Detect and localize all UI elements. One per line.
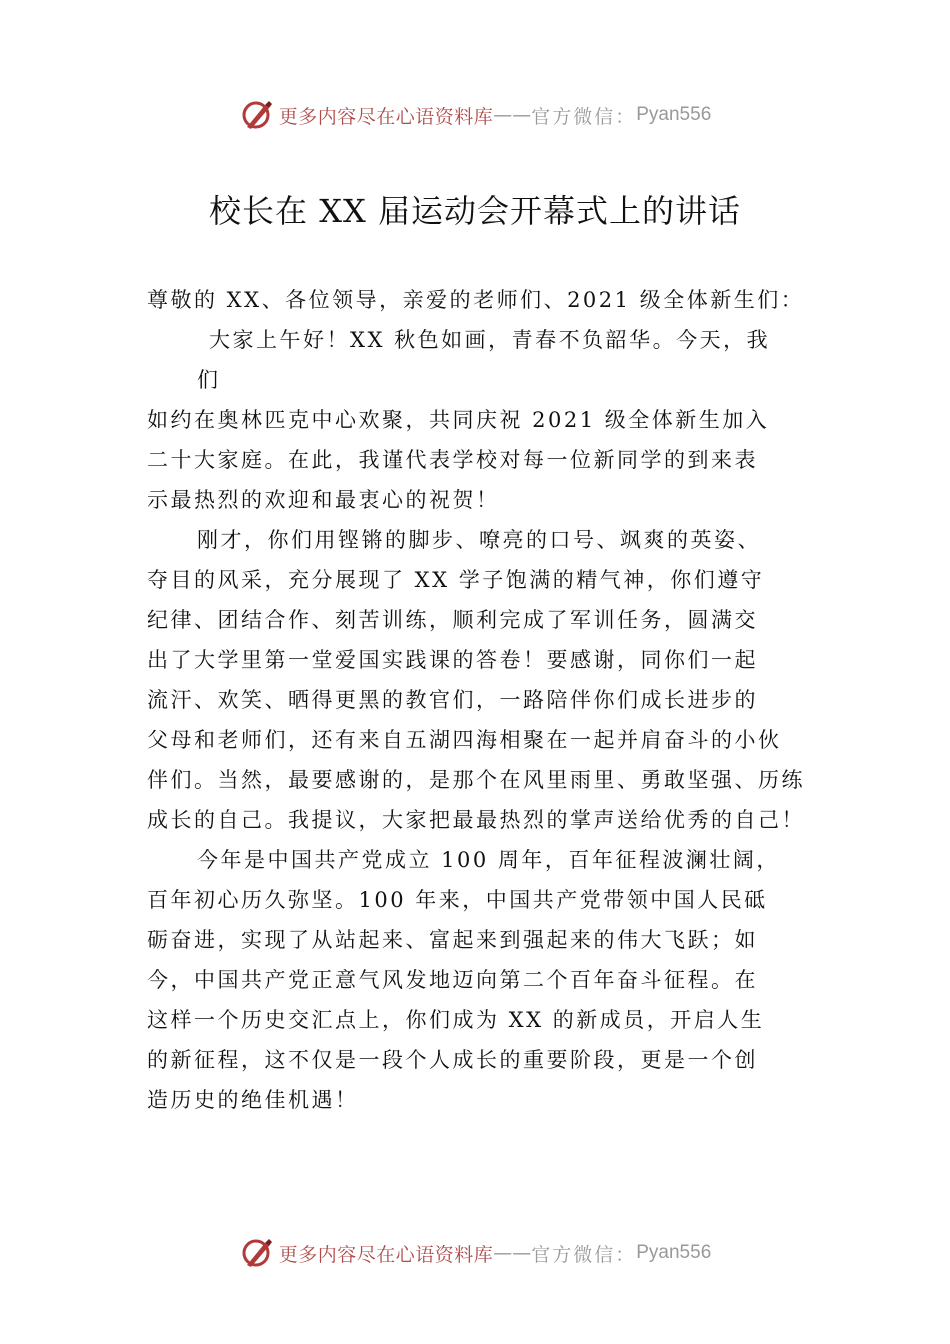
text-line: 流汗、欢笑、晒得更黑的教官们，一路陪伴你们成长进步的 <box>147 688 758 712</box>
text-line: 造历史的绝佳机遇！ <box>147 1088 359 1112</box>
text-line: 刚才，你们用铿锵的脚步、嘹亮的口号、飒爽的英姿、 <box>197 528 761 552</box>
text-line: 夺目的风采，充分展现了 XX 学子饱满的精气神，你们遵守 <box>147 568 765 592</box>
text-line: 今，中国共产党正意气风发地迈向第二个百年奋斗征程。在 <box>147 968 758 992</box>
banner-text: 更多内容尽在心语资料库 <box>278 1243 494 1266</box>
banner-separator: —— <box>493 104 532 126</box>
text-line: 如约在奥林匹克中心欢聚，共同庆祝 2021 级全体新生加入 <box>147 408 770 432</box>
text-line: 今年是中国共产党成立 100 周年，百年征程波澜壮阔， <box>197 848 780 872</box>
text-line: 大家上午好！XX 秋色如画，青春不负韶华。今天，我 <box>209 328 771 352</box>
document-title: 校长在 XX 届运动会开幕式上的讲话 <box>209 192 741 230</box>
footer-banner <box>0 1233 950 1273</box>
text-line: 伴们。当然，最要感谢的，是那个在风里雨里、勇敢坚强、历练 <box>147 768 805 792</box>
banner-separator: —— <box>493 1242 532 1264</box>
document-body <box>147 280 827 1120</box>
banner-wechat-label: 官方微信： <box>531 105 637 128</box>
text-line: 这样一个历史交汇点上，你们成为 XX 的新成员，开启人生 <box>147 1008 765 1032</box>
header-banner <box>0 95 950 135</box>
text-line: 示最热烈的欢迎和最衷心的祝贺！ <box>147 488 500 512</box>
banner-wechat-label: 官方微信： <box>531 1243 637 1266</box>
text-line: 出了大学里第一堂爱国实践课的答卷！要感谢，同你们一起 <box>147 648 758 672</box>
text-line: 成长的自己。我提议，大家把最最热烈的掌声送给优秀的自己！ <box>147 808 805 832</box>
text-line: 砺奋进，实现了从站起来、富起来到强起来的伟大飞跃；如 <box>147 928 758 952</box>
text-line: 二十大家庭。在此，我谨代表学校对每一位新同学的到来表 <box>147 448 758 472</box>
pen-logo-icon <box>239 1235 275 1271</box>
text-line: 的新征程，这不仅是一段个人成长的重要阶段，更是一个创 <box>147 1048 758 1072</box>
text-line: 们 <box>197 368 221 392</box>
text-line: 百年初心历久弥坚。100 年来，中国共产党带领中国人民砥 <box>147 888 768 912</box>
text-line: 纪律、团结合作、刻苦训练，顺利完成了军训任务，圆满交 <box>147 608 758 632</box>
banner-text: 更多内容尽在心语资料库 <box>278 105 494 128</box>
pen-logo-icon <box>239 97 275 133</box>
text-line: 父母和老师们，还有来自五湖四海相聚在一起并肩奋斗的小伙 <box>147 728 782 752</box>
banner-wechat-id: Pyan556 <box>636 1242 712 1263</box>
text-line: 尊敬的 XX、各位领导，亲爱的老师们、2021 级全体新生们： <box>147 288 805 312</box>
banner-wechat-id: Pyan556 <box>636 104 712 125</box>
